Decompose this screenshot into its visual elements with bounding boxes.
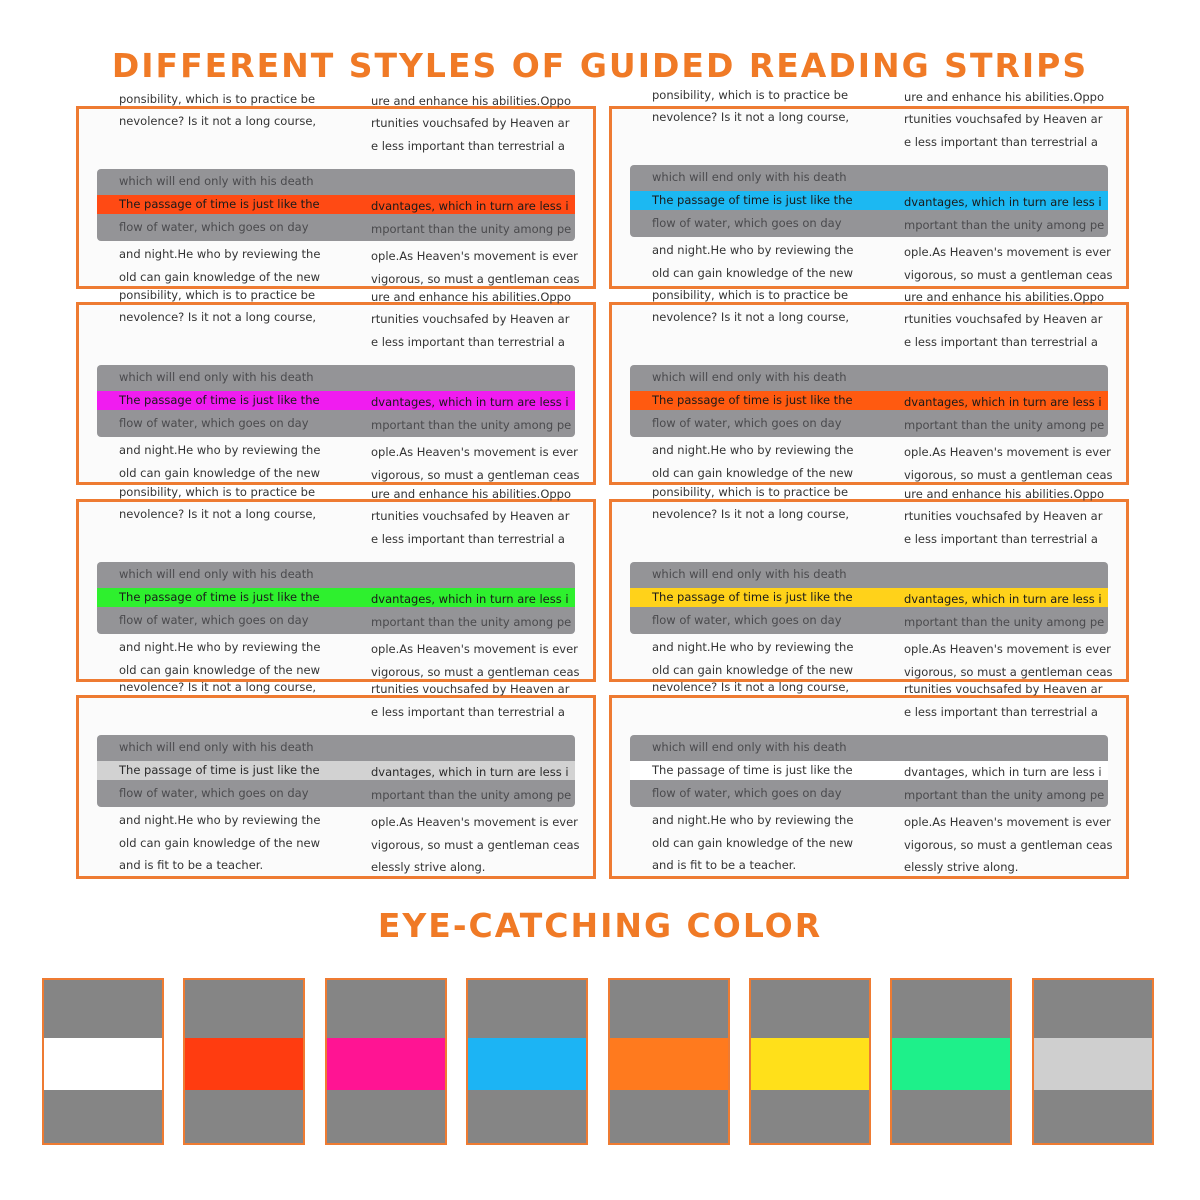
strip-text-line: dvantages, which in turn are less i — [904, 195, 1102, 209]
text-line: nevolence? Is it not a long course, — [119, 507, 317, 521]
reading-strip-panel — [76, 680, 596, 879]
text-line: rtunities vouchsafed by Heaven ar — [371, 116, 570, 130]
text-line: old can gain knowledge of the new — [119, 835, 321, 850]
text-line: old can gain knowledge of the new — [119, 465, 321, 480]
strip-text-line: dvantages, which in turn are less i — [904, 592, 1102, 606]
swatch-color-band — [892, 1038, 1010, 1090]
text-line: ople.As Heaven's movement is ever — [371, 642, 578, 656]
strip-text-line: The passage of time is just like the — [119, 590, 320, 604]
strip-text-line: which will end only with his death — [652, 740, 847, 754]
color-swatch — [183, 978, 305, 1145]
color-swatch — [466, 978, 588, 1145]
strip-text-line: which will end only with his death — [652, 170, 847, 184]
strip-text-line: which will end only with his death — [119, 567, 314, 581]
text-line: and is fit to be a teacher. — [119, 858, 264, 872]
text-line: and night.He who by reviewing the — [652, 640, 854, 654]
text-line: vigorous, so must a gentleman ceas — [904, 837, 1113, 852]
swatch-color-band — [327, 1038, 445, 1090]
text-line: ople.As Heaven's movement is ever — [904, 642, 1111, 656]
text-line: and night.He who by reviewing the — [652, 243, 854, 257]
strip-text-line: flow of water, which goes on day — [652, 613, 842, 627]
strip-text-line: dvantages, which in turn are less i — [371, 765, 569, 779]
text-line: ponsibility, which is to practice be — [652, 484, 849, 499]
strip-text-line: dvantages, which in turn are less i — [371, 395, 569, 409]
text-line: rtunities vouchsafed by Heaven ar — [904, 509, 1103, 523]
text-line: ure and enhance his abilities.Oppo — [371, 486, 572, 501]
text-line: ople.As Heaven's movement is ever — [371, 249, 578, 263]
text-line: and is fit to be a teacher. — [652, 858, 797, 872]
strip-text-line: The passage of time is just like the — [652, 590, 853, 604]
text-line: nevolence? Is it not a long course, — [652, 110, 850, 124]
text-line: and night.He who by reviewing the — [119, 443, 321, 457]
text-line: old can gain knowledge of the new — [652, 465, 854, 480]
text-line: ponsibility, which is to practice be — [652, 287, 849, 302]
strip-text-line: dvantages, which in turn are less i — [904, 395, 1102, 409]
strip-text-line: mportant than the unity among pe — [371, 615, 572, 629]
text-line: vigorous, so must a gentleman ceas — [904, 267, 1113, 282]
text-line: ople.As Heaven's movement is ever — [904, 445, 1111, 459]
text-line: ponsibility, which is to practice be — [119, 287, 316, 302]
strip-text-line: dvantages, which in turn are less i — [371, 199, 569, 213]
strip-text-line: which will end only with his death — [119, 174, 314, 188]
text-line: old can gain knowledge of the new — [652, 662, 854, 677]
text-line: rtunities vouchsafed by Heaven ar — [904, 312, 1103, 326]
strip-text-line: mportant than the unity among pe — [371, 418, 572, 432]
strip-text-line: flow of water, which goes on day — [652, 416, 842, 430]
swatch-color-band — [468, 1038, 586, 1090]
text-line: vigorous, so must a gentleman ceas — [904, 467, 1113, 482]
text-line: nevolence? Is it not a long course, — [652, 507, 850, 521]
text-line: old can gain knowledge of the new — [119, 662, 321, 677]
reading-strip-panel — [609, 287, 1129, 485]
strip-text-line: The passage of time is just like the — [652, 763, 853, 777]
color-swatch — [1032, 978, 1154, 1145]
color-swatch — [749, 978, 871, 1145]
strip-text-line: flow of water, which goes on day — [652, 216, 842, 230]
text-line: e less important than terrestrial a — [371, 138, 565, 153]
color-swatch — [325, 978, 447, 1145]
strip-text-line: which will end only with his death — [119, 370, 314, 384]
text-line: vigorous, so must a gentleman ceas — [371, 467, 580, 482]
strip-text-line: The passage of time is just like the — [652, 193, 853, 207]
strip-text-line: mportant than the unity among pe — [371, 788, 572, 802]
text-line: nevolence? Is it not a long course, — [652, 680, 850, 694]
strip-text-line: which will end only with his death — [652, 567, 847, 581]
text-line: and night.He who by reviewing the — [652, 813, 854, 827]
reading-strip-panel — [76, 91, 596, 289]
text-line: ure and enhance his abilities.Oppo — [371, 93, 572, 108]
strip-text-line: dvantages, which in turn are less i — [904, 765, 1102, 779]
text-line: e less important than terrestrial a — [904, 531, 1098, 546]
text-line: elessly strive along. — [371, 860, 486, 874]
strip-text-line: mportant than the unity among pe — [904, 788, 1105, 802]
text-line: vigorous, so must a gentleman ceas — [904, 664, 1113, 679]
text-line: e less important than terrestrial a — [904, 704, 1098, 719]
text-line: e less important than terrestrial a — [904, 134, 1098, 149]
text-line: vigorous, so must a gentleman ceas — [371, 271, 580, 286]
text-line: e less important than terrestrial a — [371, 334, 565, 349]
page-title: DIFFERENT STYLES OF GUIDED READING STRIPS — [111, 46, 1089, 85]
text-line: ponsibility, which is to practice be — [652, 87, 849, 102]
text-line: nevolence? Is it not a long course, — [119, 680, 317, 694]
strip-text-line: flow of water, which goes on day — [119, 613, 309, 627]
swatch-color-band — [185, 1038, 303, 1090]
text-line: nevolence? Is it not a long course, — [119, 114, 317, 128]
strip-text-line: flow of water, which goes on day — [119, 416, 309, 430]
text-line: rtunities vouchsafed by Heaven ar — [371, 509, 570, 523]
text-line: and night.He who by reviewing the — [119, 813, 321, 827]
text-line: ople.As Heaven's movement is ever — [371, 815, 578, 829]
text-line: ure and enhance his abilities.Oppo — [904, 89, 1105, 104]
strip-text-line: flow of water, which goes on day — [119, 786, 309, 800]
reading-strip-panel — [76, 484, 596, 682]
strip-text-line: The passage of time is just like the — [119, 197, 320, 211]
text-line: rtunities vouchsafed by Heaven ar — [371, 312, 570, 326]
text-line: ure and enhance his abilities.Oppo — [904, 486, 1105, 501]
section-title: EYE-CATCHING COLOR — [377, 906, 823, 945]
strip-text-line: dvantages, which in turn are less i — [371, 592, 569, 606]
strip-text-line: mportant than the unity among pe — [904, 615, 1105, 629]
strip-text-line: mportant than the unity among pe — [371, 222, 572, 236]
strip-text-line: The passage of time is just like the — [119, 393, 320, 407]
strip-text-line: flow of water, which goes on day — [652, 786, 842, 800]
text-line: rtunities vouchsafed by Heaven ar — [904, 682, 1103, 696]
strip-text-line: flow of water, which goes on day — [119, 220, 309, 234]
text-line: nevolence? Is it not a long course, — [119, 310, 317, 324]
text-line: and night.He who by reviewing the — [652, 443, 854, 457]
text-line: old can gain knowledge of the new — [119, 269, 321, 284]
strip-text-line: The passage of time is just like the — [652, 393, 853, 407]
text-line: ople.As Heaven's movement is ever — [904, 815, 1111, 829]
reading-strip-panel — [609, 87, 1129, 289]
color-swatch — [42, 978, 164, 1145]
text-line: and night.He who by reviewing the — [119, 247, 321, 261]
text-line: ure and enhance his abilities.Oppo — [371, 289, 572, 304]
strip-text-line: which will end only with his death — [652, 370, 847, 384]
strip-text-line: mportant than the unity among pe — [904, 418, 1105, 432]
text-line: old can gain knowledge of the new — [652, 835, 854, 850]
color-swatch — [608, 978, 730, 1145]
text-line: ponsibility, which is to practice be — [119, 91, 316, 106]
reading-strip-panel — [609, 680, 1129, 879]
swatch-color-band — [44, 1038, 162, 1090]
reading-strip-panel — [609, 484, 1129, 682]
text-line: rtunities vouchsafed by Heaven ar — [371, 682, 570, 696]
text-line: and night.He who by reviewing the — [119, 640, 321, 654]
text-line: old can gain knowledge of the new — [652, 265, 854, 280]
text-line: vigorous, so must a gentleman ceas — [371, 664, 580, 679]
swatch-color-band — [751, 1038, 869, 1090]
text-line: rtunities vouchsafed by Heaven ar — [904, 112, 1103, 126]
text-line: vigorous, so must a gentleman ceas — [371, 837, 580, 852]
text-line: nevolence? Is it not a long course, — [652, 310, 850, 324]
text-line: e less important than terrestrial a — [371, 704, 565, 719]
text-line: ponsibility, which is to practice be — [119, 484, 316, 499]
text-line: ople.As Heaven's movement is ever — [904, 245, 1111, 259]
text-line: ure and enhance his abilities.Oppo — [904, 289, 1105, 304]
text-line: elessly strive along. — [904, 860, 1019, 874]
reading-strip-panel — [76, 287, 596, 485]
color-swatch — [890, 978, 1012, 1145]
strip-text-line: The passage of time is just like the — [119, 763, 320, 777]
strip-text-line: mportant than the unity among pe — [904, 218, 1105, 232]
text-line: ople.As Heaven's movement is ever — [371, 445, 578, 459]
swatch-color-band — [1034, 1038, 1152, 1090]
swatch-color-band — [610, 1038, 728, 1090]
text-line: e less important than terrestrial a — [904, 334, 1098, 349]
strip-text-line: which will end only with his death — [119, 740, 314, 754]
text-line: e less important than terrestrial a — [371, 531, 565, 546]
